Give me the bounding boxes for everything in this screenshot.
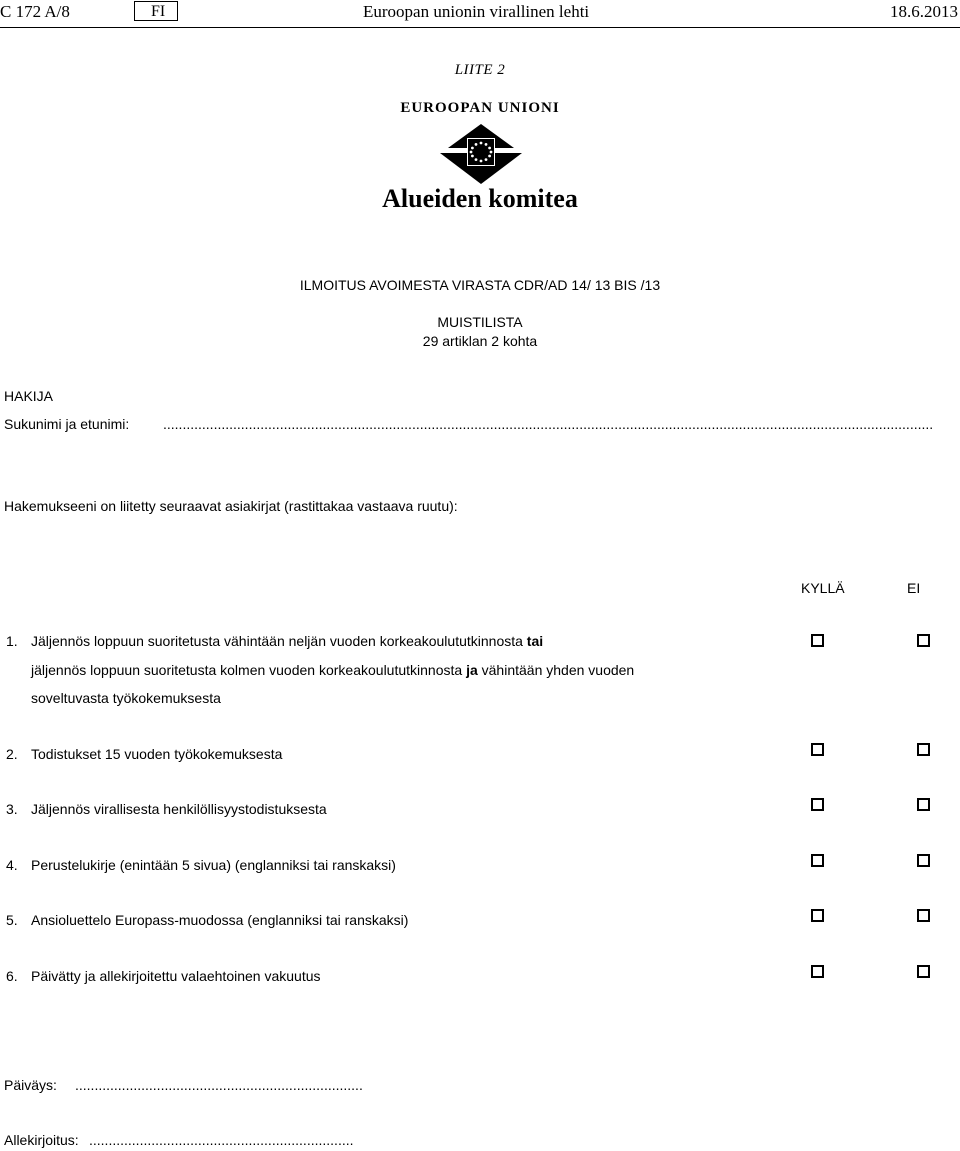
item-1-bold-or: tai — [526, 633, 544, 649]
item-1-bold-and: ja — [466, 662, 478, 678]
item-1-text-c: vähintään yhden vuoden — [477, 662, 635, 678]
item-2-yes-checkbox[interactable] — [811, 743, 824, 756]
item-4-yes-checkbox[interactable] — [811, 854, 824, 867]
item-1-line-2 — [31, 662, 634, 678]
language-badge: FI — [134, 1, 178, 21]
item-1-text-b: jäljennös loppuun suoritetusta kolmen vuoden korkeakoulututkinnosta — [31, 662, 467, 678]
item-2-text: Todistukset 15 vuoden työkokemuksesta — [31, 746, 283, 762]
item-1-line-3: soveltuvasta työkokemuksesta — [31, 690, 221, 706]
signature-label: Allekirjoitus: — [4, 1132, 79, 1148]
item-4-number: 4. — [6, 857, 18, 873]
item-1-line-1 — [31, 633, 543, 649]
item-6-number: 6. — [6, 968, 18, 984]
date-label: Päiväys: — [4, 1077, 57, 1093]
item-2-no-checkbox[interactable] — [917, 743, 930, 756]
item-6-text: Päivätty ja allekirjoitettu valaehtoinen vakuutus — [31, 968, 321, 984]
logo-committee-name: Alueiden komitea — [382, 184, 578, 213]
checklist-title: MUISTILISTA — [437, 314, 523, 330]
name-field[interactable]: ...................................................................................................................................................................................................... — [163, 416, 934, 432]
column-no: EI — [907, 580, 921, 596]
annex-label: LIITE 2 — [454, 62, 506, 78]
logo-top-text: EUROOPAN UNIONI — [400, 100, 560, 116]
item-3-no-checkbox[interactable] — [917, 798, 930, 811]
signature-field[interactable]: .................................................................... — [89, 1132, 354, 1148]
item-1-text-a: Jäljennös loppuun suoritetusta vähintään neljän vuoden korkeakoulututkinnosta — [31, 633, 527, 649]
item-2-number: 2. — [6, 746, 18, 762]
item-1-yes-checkbox[interactable] — [811, 634, 824, 647]
item-3-number: 3. — [6, 801, 18, 817]
column-yes: KYLLÄ — [801, 580, 845, 596]
attachments-intro: Hakemukseeni on liitetty seuraavat asiakirjat (rastittakaa vastaava ruutu): — [4, 498, 458, 514]
item-3-yes-checkbox[interactable] — [811, 798, 824, 811]
item-4-no-checkbox[interactable] — [917, 854, 930, 867]
item-3-text: Jäljennös virallisesta henkilöllisyystodistuksesta — [31, 801, 327, 817]
item-4-text: Perustelukirje (enintään 5 sivua) (englanniksi tai ranskaksi) — [31, 857, 396, 873]
item-5-yes-checkbox[interactable] — [811, 909, 824, 922]
item-1-no-checkbox[interactable] — [917, 634, 930, 647]
notice-title: ILMOITUS AVOIMESTA VIRASTA CDR/AD 14/ 13 BIS /13 — [299, 277, 661, 293]
publication-date: 18.6.2013 — [890, 2, 958, 21]
journal-title: Euroopan unionin virallinen lehti — [363, 2, 590, 21]
header-rule — [0, 27, 960, 28]
applicant-heading: HAKIJA — [4, 388, 54, 404]
committee-logo-icon — [436, 122, 526, 188]
item-6-no-checkbox[interactable] — [917, 965, 930, 978]
item-6-yes-checkbox[interactable] — [811, 965, 824, 978]
item-1-number: 1. — [6, 633, 18, 649]
item-5-no-checkbox[interactable] — [917, 909, 930, 922]
item-5-number: 5. — [6, 912, 18, 928]
journal-reference: C 172 A/8 — [0, 2, 70, 21]
item-5-text: Ansioluettelo Europass-muodossa (englanniksi tai ranskaksi) — [31, 912, 409, 928]
article-reference: 29 artiklan 2 kohta — [422, 333, 538, 349]
name-field-label: Sukunimi ja etunimi: — [4, 416, 130, 432]
date-field[interactable]: .......................................................................... — [75, 1077, 363, 1093]
